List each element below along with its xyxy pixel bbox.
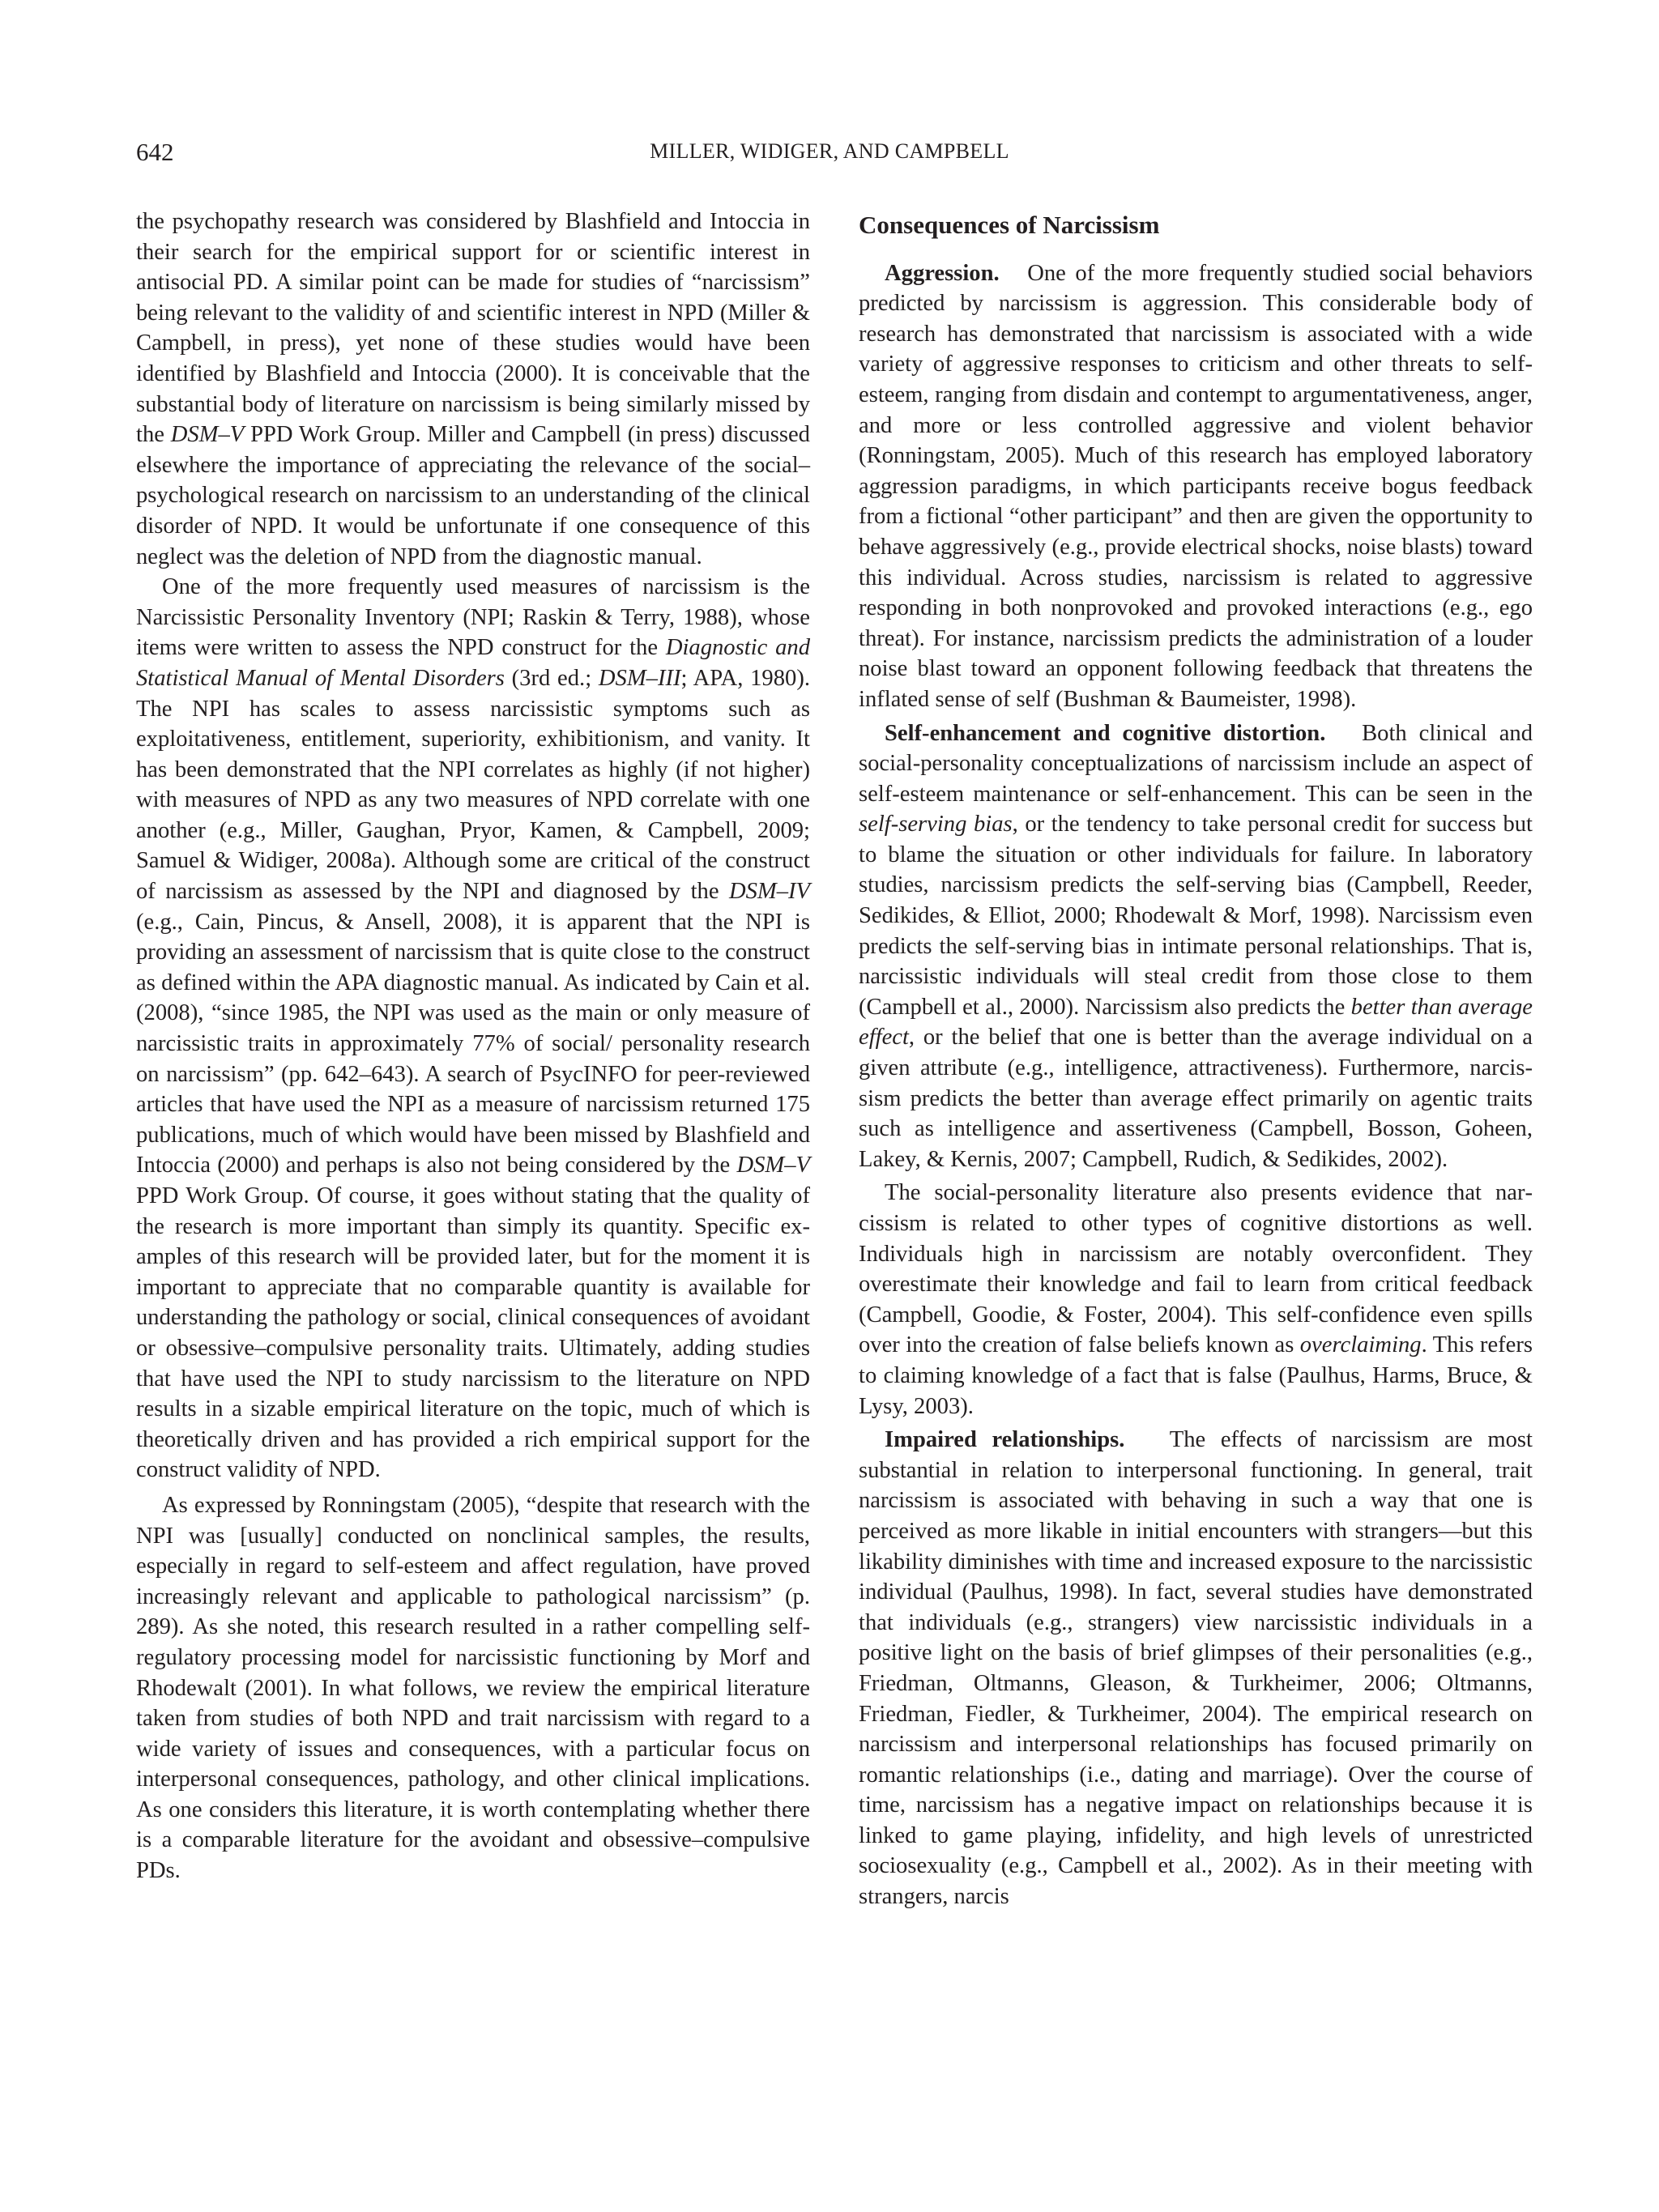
right-column — [859, 207, 1533, 1912]
impaired-relationships-heading: Impaired relationships. — [885, 1427, 1125, 1453]
aggression-heading: Aggression. — [885, 260, 1000, 286]
self-enhancement-heading: Self-enhancement and cognitive distortion. — [885, 720, 1326, 746]
paragraph-ronningstam: As expressed by Ronningstam (2005), “despite that research with the NPI was [usually] conducted on nonclinical samples, the results, especially in regard to self-esteem and affect regulation, have proved increasingly relevant and applicable to pathological narcissism” (p. 289). As she noted, this research resulted in a rather compelling self-regulatory processing model for narcissistic functioning by Morf and Rhodewalt (2001). In what follows, we review the empirical literature taken from studies of both NPD and trait narcissism with regard to a wide variety of issues and consequences, with a particular focus on interpersonal consequences, pathology, and other clinical implications. As one considers this literature, it is worth contemplating whether there is a comparable literature for the avoidant and obsessive–compulsive PDs. — [136, 1492, 810, 1884]
paragraph-npi: One of the more frequently used measures of narcissism is the Narcissistic Personality Inventory (NPI; Raskin & Terry, 1988), whose items were written to assess the NPD construct for the Diagnostic and Statistical Manual of Mental Disorders (3rd ed.; DSM–III; APA, 1980). The NPI has scales to assess narcissistic symptoms such as exploitativeness, entitlement, superiority, exhibitionism, and vanity. It has been demonstrated that the NPI correlates as highly (if not higher) with measures of NPD as any two measures of NPD correlate with one another (e.g., Miller, Gaughan, Pryor, Kamen, & Campbell, 2009; Samuel & Widiger, 2008a). Although some are critical of the construct of narcissism as assessed by the NPI and diagnosed by the DSM–IV (e.g., Cain, Pincus, & Ansell, 2008), it is apparent that the NPI is providing an assessment of narcissism that is quite close to the construct as defined within the APA diagnostic manual. As indicated by Cain et al. (2008), “since 1985, the NPI was used as the main or only measure of narcissistic traits in approximately 77% of social/ personality research on narcissism” (pp. 642–643). A search of PsycINFO for peer-reviewed articles that have used the NPI as a measure of narcissism returned 175 publications, much of which would have been missed by Blashfield and Intoccia (2000) and perhaps is also not being considered by the DSM–V PPD Work Group. Of course, it goes without stating that the quality of the research is more important than simply its quantity. Specific examples of this research will be provided later, but for the moment it is important to appreciate that no comparable quantity is available for understanding the pathology or social, clinical consequences of avoidant or obsessive–compulsive personality traits. Ultimately, adding studies that have used the NPI to study narcissism to the literature on NPD results in a sizable empirical literature on the topic, much of which is theoretically driven and has provided a rich empirical support for the construct validity of NPD. — [136, 574, 810, 1483]
section-heading: Consequences of Narcissism — [859, 211, 1160, 239]
paragraph-aggression: Aggression. One of the more frequently studied social behaviors predicted by narcissism is aggression. This considerable body of research has demonstrated that narcissism is associated with a wide variety of aggressive responses to criticism and other threats to self-esteem, ranging from disdain and contempt to argumentativeness, anger, and more or less controlled aggressive and violent behavior (Ronningstam, 2005). Much of this research has employed laboratory aggression paradigms, in which participants receive bogus feedback from a fictional “other participant” and then are given the opportunity to behave aggressively (e.g., provide electrical shocks, noise blasts) toward this individual. Across studies, narcissism is related to aggressive responding in both nonprovoked and provoked interactions (e.g., ego threat). For instance, narcissism predicts the administration of a louder noise blast toward an opponent following feedback that threatens the inflated sense of self (Bushman & Baumeister, 1998). — [859, 260, 1533, 712]
paragraph-self-enhancement: Self-enhancement and cognitive distortion. Both clinical and social-personality conceptualizations of narcissism include an aspect of self-esteem maintenance or self-enhancement. This can be seen in the self-serving bias, or the tendency to take personal credit for success but to blame the situation or other individuals for failure. In laboratory studies, narcissism predicts the self-serving bias (Campbell, Reeder, Sedikides, & Elliot, 2000; Rhodewalt & Morf, 1998). Narcissism even predicts the self-serving bias in intimate personal relationships. That is, narcissistic individuals will steal credit from those close to them (Campbell et al., 2000). Narcissism also predicts the better than average effect, or the belief that one is better than the average individual on a given attribute (e.g., intelligence, attractiveness). Furthermore, narcissism predicts the better than average effect primarily on agentic traits such as intelligence and assertiveness (Campbell, Bosson, Goheen, Lakey, & Kernis, 2007; Campbell, Rudich, & Sedikides, 2002). — [859, 720, 1533, 1172]
page-number: 642 — [136, 138, 174, 166]
running-head: MILLER, WIDIGER, AND CAMPBELL — [650, 139, 1009, 163]
left-column — [136, 207, 810, 1886]
paragraph-impaired-relationships: Impaired relationships. The effects of narcissism are most substantial in relation to interpersonal functioning. In general, trait narcissism is associated with behaving in such a way that one is perceived as more likable in initial encounters with strangers—but this likability diminishes with time and increased exposure to the narcissistic individual (Paulhus, 1998). In fact, several studies have demonstrated that individuals (e.g., strangers) view narcissistic individuals in a positive light on the basis of brief glimpses of their personalities (e.g., Friedman, Oltmanns, Gleason, & Turkheimer, 2006; Oltmanns, Friedman, Fiedler, & Turkheimer, 2004). The empirical research on narcissism and interpersonal relationships has focused primarily on romantic relationships (i.e., dating and marriage). Over the course of time, narcissism has a negative impact on relationships because it is linked to game playing, infidelity, and high levels of unrestricted sociosexuality (e.g., Campbell et al., 2002). As in their meeting with strangers, narcis — [859, 1427, 1533, 1910]
paragraph-cognitive-distortion: The social-personality literature also presents evidence that narcissism is related to other types of cognitive distortions as well. Individuals high in narcissism are notably overconfident. They overestimate their knowledge and fail to learn from critical feedback (Campbell, Goodie, & Foster, 2004). This self-confidence even spills over into the creation of false beliefs known as overclaiming. This refers to claiming knowledge of a fact that is false (Paulhus, Harms, Bruce, & Lysy, 2003). — [859, 1180, 1533, 1419]
paragraph-psychopathy: the psychopathy research was considered by Blashfield and Intoccia in their search for the empirical support for or scientific interest in antisocial PD. A similar point can be made for studies of “narcissism” being relevant to the validity of and scientific interest in NPD (Miller & Campbell, in press), yet none of these studies would have been identified by Blashfield and Intoccia (2000). It is conceivable that the substantial body of literature on narcissism is being similarly missed by the DSM–V PPD Work Group. Miller and Campbell (in press) discussed elsewhere the importance of appreciating the relevance of the social–psychological research on narcissism to an understanding of the clinical disorder of NPD. It would be unfortunate if one consequence of this neglect was the deletion of NPD from the diagnostic manual. — [136, 209, 810, 569]
